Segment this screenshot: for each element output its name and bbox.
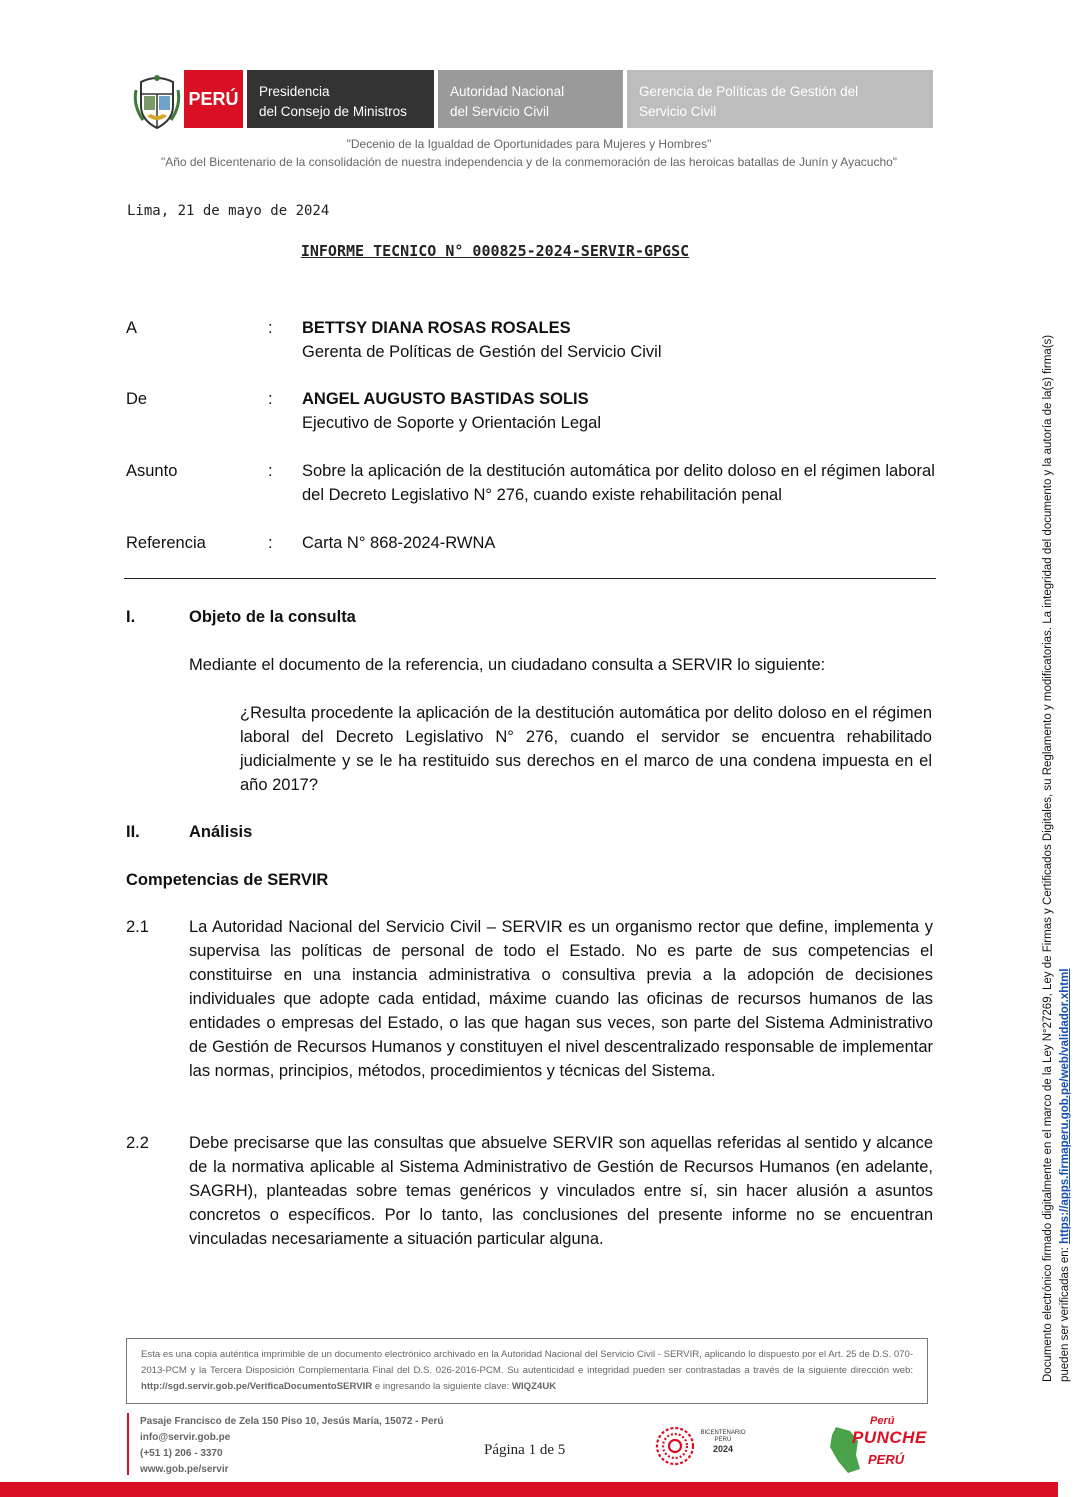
subject-text: Sobre la aplicación de la destitución automática por delito doloso en el régimen laboral del Decreto Legislativo N° 276, cuando existe rehabilitación penal [302, 462, 935, 504]
to-role: Gerenta de Políticas de Gestión del Servicio Civil [302, 343, 662, 361]
contact-block [140, 1414, 444, 1478]
paragraph-2-2: Debe precisarse que las consultas que absuelve SERVIR son aquellas referidas al sentido y alcance de la normativa aplicable al Sistema Administrativo de Gestión de Recursos Humanos (en adelante, SAGRH), planteadas sobre temas genéricos y vinculados entre sí, sin hacer alusión a asuntos concretos o específicos. Por lo tanto, las conclusiones del presente informe no se encuentran vinculadas necesariamente a situación particular alguna. [189, 1134, 933, 1248]
motto-decade: "Decenio de la Igualdad de Oportunidades para Mujeres y Hombres" [346, 137, 712, 151]
address-accent-bar [127, 1413, 129, 1475]
authenticity-text: Esta es una copia auténtica imprimible de un documento electrónico archivado en la Autoridad Nacional del Servicio Civil - SERVIR, aplicando lo dispuesto por el Art. 25 de D.S. 070-2013-PCM y la Tercera Disposición Complementaria Final del D.S. 026-2016-PCM. Su autenticidad e integridad pueden ser contrastadas a través de la siguiente dirección web: [141, 1349, 914, 1376]
bicentenario-text-line2: PERÚ [714, 1437, 732, 1443]
signature-notice-line2 [1057, 335, 1074, 1382]
section-1-title: Objeto de la consulta [189, 608, 356, 626]
reference-colon: : [268, 534, 273, 552]
footer-red-band [0, 1482, 1058, 1497]
subsection-title: Competencias de SERVIR [126, 871, 329, 889]
verification-url[interactable]: http://sgd.servir.gob.pe/VerificaDocumentoSERVIR [141, 1381, 373, 1392]
paragraph-2-2-number: 2.2 [126, 1134, 149, 1152]
page-number: Página 1 de 5 [484, 1442, 566, 1458]
punche-line2: PUNCHE [852, 1428, 927, 1447]
from-name: ANGEL AUGUSTO BASTIDAS SOLIS [302, 390, 589, 408]
section-1-quote: ¿Resulta procedente la aplicación de la destitución automática por delito doloso en el régimen laboral del Decreto Legislativo N° 276, cuando el servidor se encuentra rehabilitado judicialmente y se le ha restituido sus derechos en el marco de una condena impuesta en el año 2017? [240, 704, 932, 794]
paragraph-2-1-number: 2.1 [126, 918, 149, 936]
bicentenario-logo [653, 1424, 749, 1468]
institution-gpgsc [627, 70, 933, 128]
bicentenario-text-line1: BICENTENARIO [700, 1430, 746, 1436]
to-colon: : [268, 319, 273, 337]
document-title: INFORME TECNICO N° 000825-2024-SERVIR-GPGSC [300, 242, 690, 260]
from-role: Ejecutivo de Soporte y Orientación Legal [302, 414, 602, 432]
signature-notice-line1: Documento electrónico firmado digitalmente en el marco de la Ley N°27269, Ley de Firmas y Certificados Digitales, su Reglamento y modificatorias. La integridad del documento y la autoría de la(s) firma(s) [1042, 334, 1054, 1382]
bicentenario-text-line3: 2024 [712, 1444, 734, 1454]
motto-year: "Año del Bicentenario de la consolidación de nuestra independencia y de la conmemoración de las heroicas batallas de Junín y Ayacucho" [160, 155, 898, 169]
contact-email[interactable]: info@servir.gob.pe [140, 1432, 231, 1443]
header-divider [124, 578, 936, 579]
section-1-number: I. [126, 608, 136, 626]
institution-pcm [247, 70, 434, 128]
section-1-intro: Mediante el documento de la referencia, un ciudadano consulta a SERVIR lo siguiente: [189, 656, 826, 674]
punche-line1: Perú [870, 1415, 895, 1427]
authenticity-notice [126, 1338, 928, 1404]
digital-signature-notice [1040, 335, 1074, 1382]
peru-brand-label: PERÚ [184, 70, 243, 128]
institution-servir-line1: Autoridad Nacional [450, 84, 565, 99]
institution-servir [438, 70, 623, 128]
institution-gpgsc-line2: Servicio Civil [639, 104, 717, 119]
document-date: Lima, 21 de mayo de 2024 [127, 203, 330, 219]
from-colon: : [268, 390, 273, 408]
punche-line3: PERÚ [868, 1452, 905, 1467]
signature-notice-prefix: pueden ser verificadas en: [1059, 1247, 1071, 1382]
signature-validator-link[interactable]: https://apps.firmaperu.gob.pe/web/validador.xhtml [1059, 968, 1071, 1244]
contact-website[interactable]: www.gob.pe/servir [140, 1464, 229, 1475]
bicentenario-text [699, 1430, 747, 1454]
peru-punche-logo [828, 1415, 927, 1475]
institution-servir-line2: del Servicio Civil [450, 104, 550, 119]
subject-label: Asunto [126, 462, 178, 480]
from-label: De [126, 390, 148, 408]
national-coat-of-arms-icon [133, 72, 181, 130]
institution-gpgsc-line1: Gerencia de Políticas de Gestión del [639, 84, 859, 99]
institution-pcm-line1: Presidencia [259, 84, 330, 99]
bicentenario-emblem-icon [653, 1424, 697, 1468]
reference-text: Carta N° 868-2024-RWNA [302, 534, 496, 552]
institution-pcm-line2: del Consejo de Ministros [259, 104, 407, 119]
authenticity-key-intro: e ingresando la siguiente clave: [374, 1381, 510, 1392]
section-2-title: Análisis [189, 823, 253, 841]
contact-address: Pasaje Francisco de Zela 150 Piso 10, Jesús María, 15072 - Perú [140, 1416, 444, 1427]
contact-phone: (+51 1) 206 - 3370 [140, 1448, 223, 1459]
reference-label: Referencia [126, 534, 206, 552]
to-name: BETTSY DIANA ROSAS ROSALES [302, 319, 571, 337]
paragraph-2-1: La Autoridad Nacional del Servicio Civil – SERVIR es un organismo rector que define, implementa y supervisa las políticas de personal de todo el Estado. No es parte de sus competencias el constituirse en una instancia administrativa o consultiva previa a la adopción de decisiones individuales que adopte cada entidad, máxime cuando las oficinas de recursos humanos de las entidades o empresas del Estado, o las que hagan sus veces, son parte del Sistema Administrativo de Gestión de Recursos Humanos y constituyen el nivel descentralizado responsable de implementar las normas, principios, métodos, procedimientos y técnicas del Sistema. [189, 918, 933, 1080]
section-2-number: II. [126, 823, 140, 841]
verification-key: WIQZ4UK [511, 1381, 557, 1392]
to-label: A [126, 319, 138, 337]
subject-colon: : [268, 462, 273, 480]
